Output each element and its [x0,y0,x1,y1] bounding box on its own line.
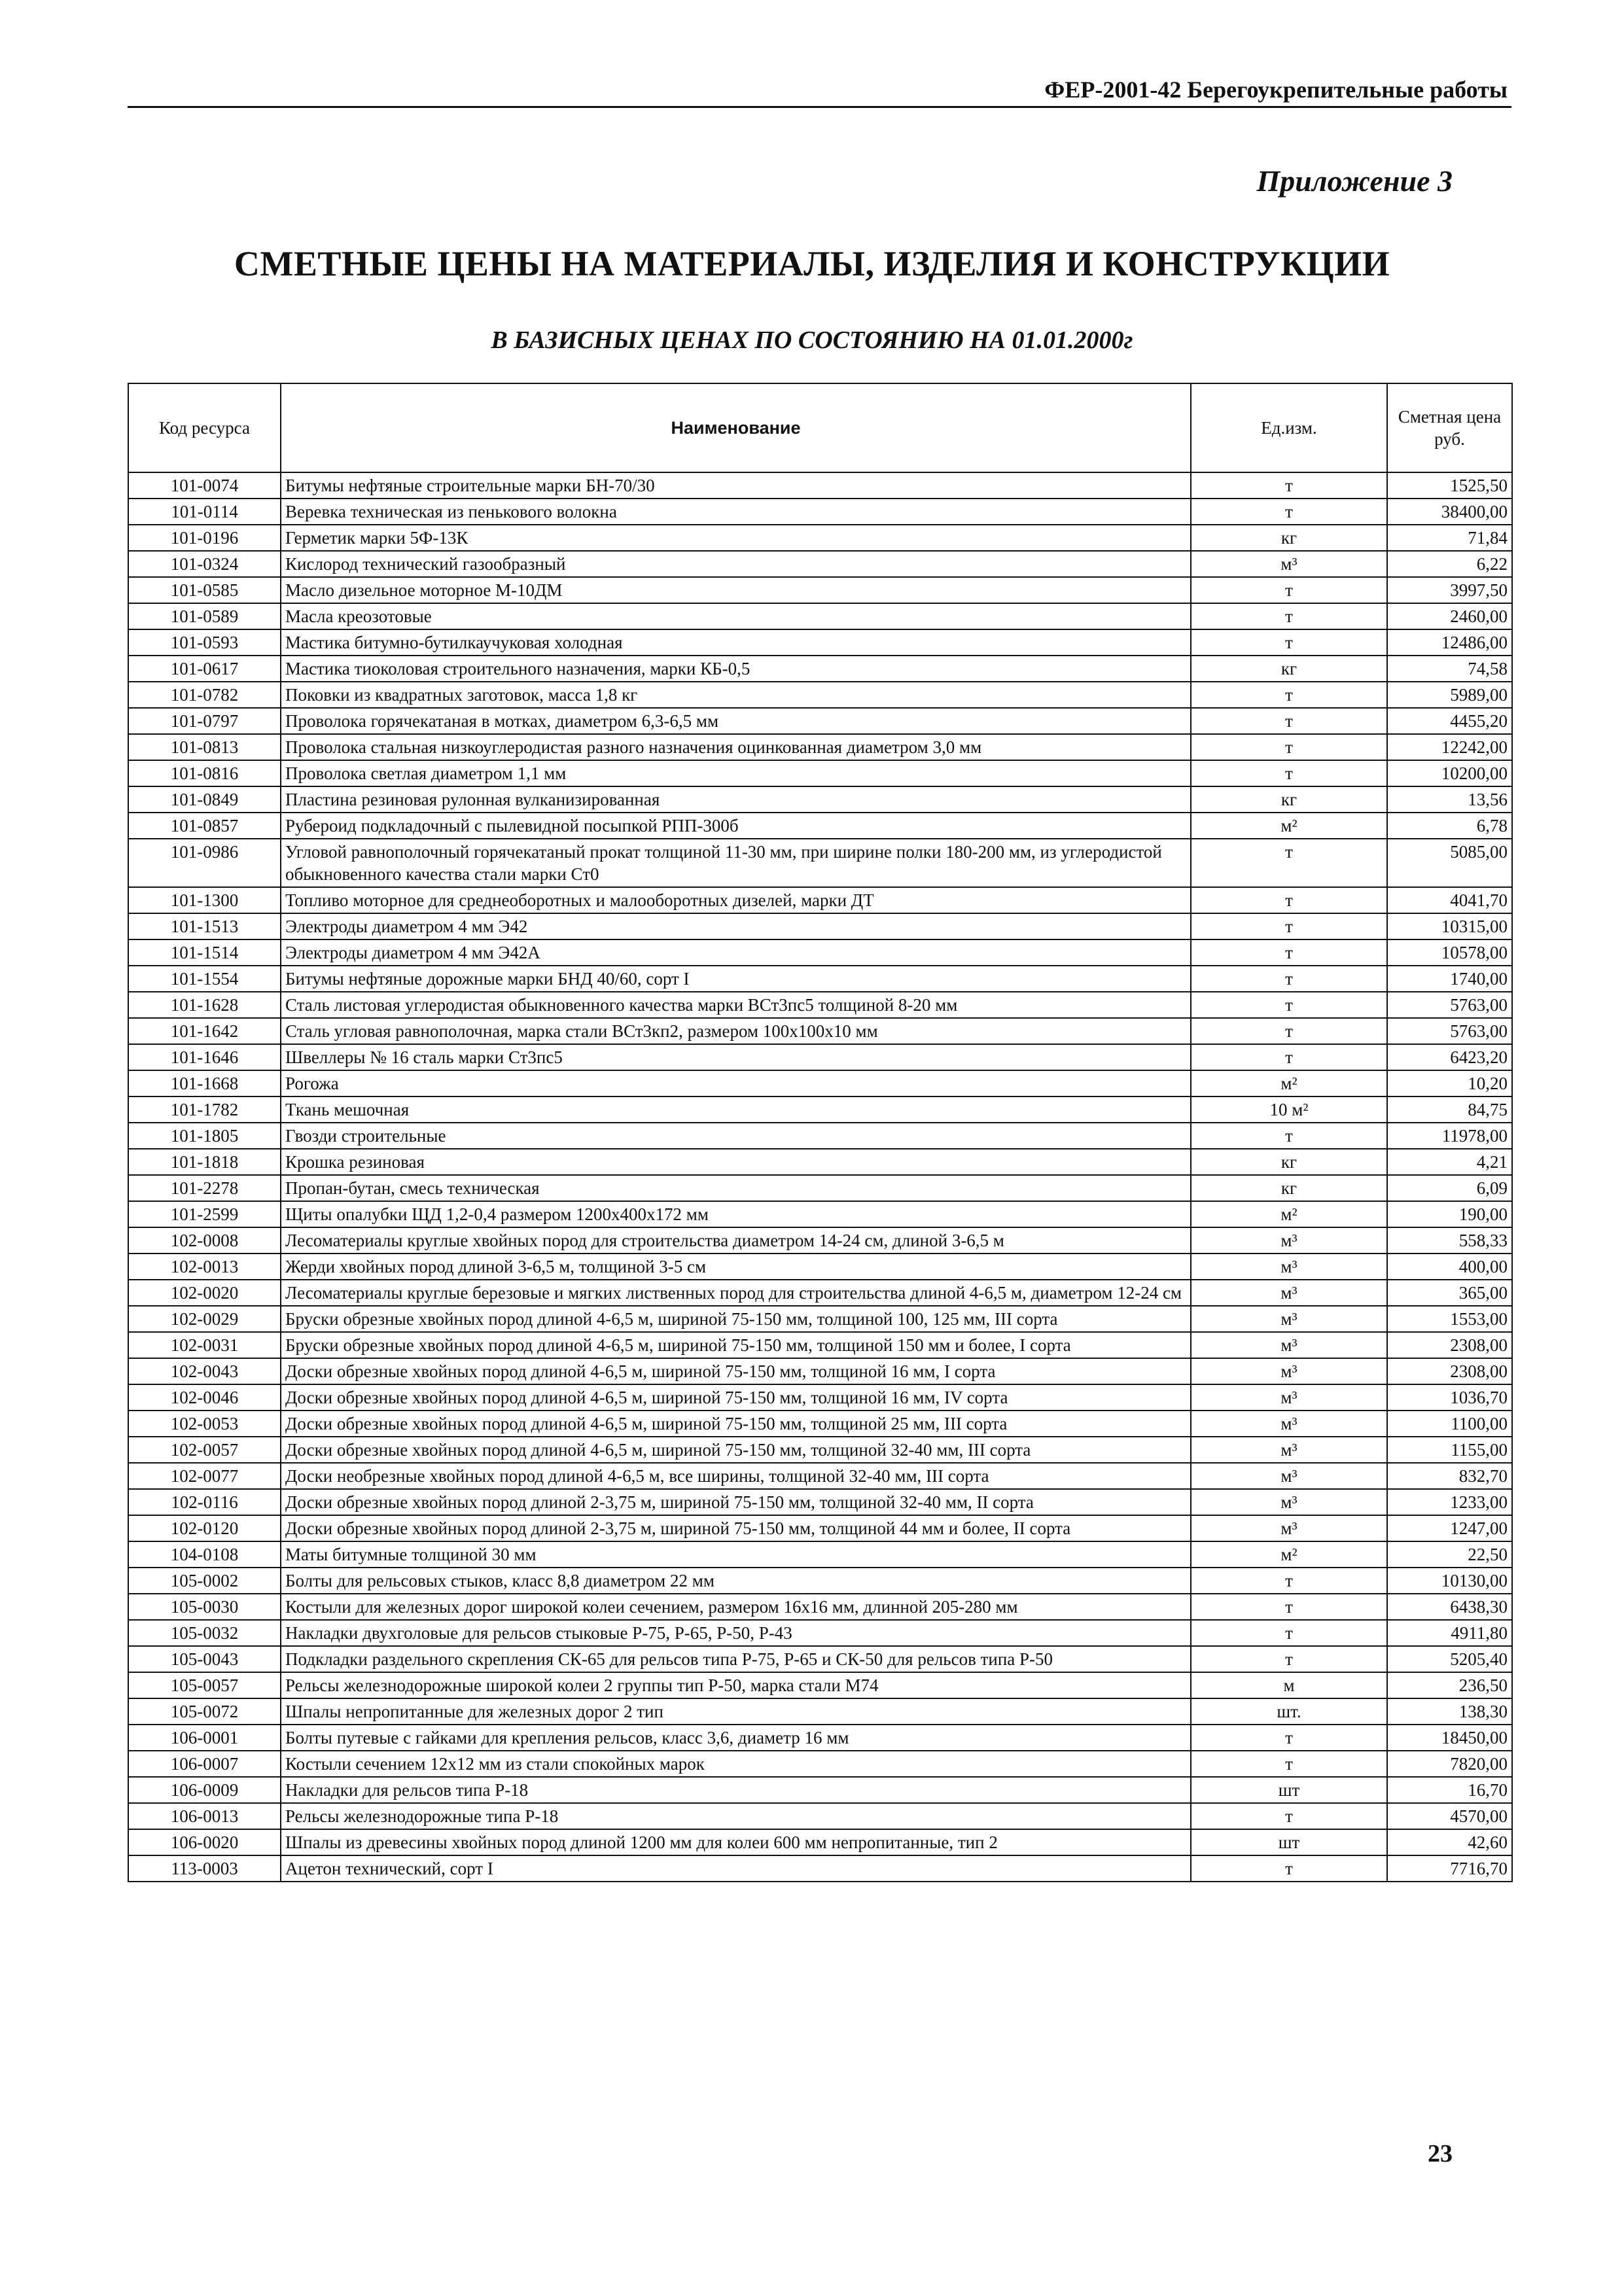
page-subtitle: В БАЗИСНЫХ ЦЕНАХ ПО СОСТОЯНИЮ НА 01.01.2000г [491,326,1133,354]
cell-unit: т [1191,887,1387,913]
cell-price: 4570,00 [1387,1803,1512,1829]
cell-code: 102-0031 [128,1332,281,1358]
cell-name: Пластина резиновая рулонная вулканизированная [281,786,1191,813]
cell-name: Крошка резиновая [281,1149,1191,1175]
cell-price: 190,00 [1387,1201,1512,1227]
cell-unit: м³ [1191,1306,1387,1332]
cell-code: 101-0986 [128,839,281,887]
cell-unit: т [1191,1855,1387,1882]
table-row [128,1175,1512,1201]
table-row [128,1201,1512,1227]
cell-code: 105-0072 [128,1698,281,1725]
header-code: Код ресурса [128,383,281,472]
cell-price: 12242,00 [1387,734,1512,760]
table-row [128,966,1512,992]
cell-code: 101-1782 [128,1096,281,1123]
cell-code: 101-1668 [128,1070,281,1096]
cell-name: Кислород технический газообразный [281,551,1191,577]
cell-price: 5205,40 [1387,1646,1512,1672]
cell-code: 101-1646 [128,1044,281,1070]
cell-price: 6,22 [1387,551,1512,577]
cell-name: Электроды диаметром 4 мм Э42А [281,939,1191,966]
appendix-label: Приложение 3 [1256,164,1453,198]
cell-price: 400,00 [1387,1254,1512,1280]
header-unit: Ед.изм. [1191,383,1387,472]
cell-name: Лесоматериалы круглые хвойных пород для строительства диаметром 14-24 см, длиной 3-6,5 м [281,1227,1191,1254]
cell-price: 10130,00 [1387,1568,1512,1594]
cell-code: 102-0020 [128,1280,281,1306]
cell-code: 101-0857 [128,813,281,839]
cell-unit: м³ [1191,1227,1387,1254]
table-row [128,1384,1512,1411]
cell-price: 7820,00 [1387,1751,1512,1777]
cell-price: 1247,00 [1387,1515,1512,1541]
cell-price: 38400,00 [1387,499,1512,525]
cell-unit: т [1191,992,1387,1018]
cell-unit: т [1191,1018,1387,1044]
cell-price: 1553,00 [1387,1306,1512,1332]
cell-code: 105-0032 [128,1620,281,1646]
cell-price: 1233,00 [1387,1489,1512,1515]
cell-name: Рельсы железнодорожные типа Р-18 [281,1803,1191,1829]
cell-code: 101-1818 [128,1149,281,1175]
cell-name: Герметик марки 5Ф-13К [281,525,1191,551]
table-row [128,1672,1512,1698]
cell-code: 101-0782 [128,682,281,708]
cell-price: 1525,50 [1387,472,1512,499]
running-title: ФЕР-2001-42 Берегоукрепительные работы [1044,77,1508,103]
cell-unit: кг [1191,525,1387,551]
cell-unit: т [1191,472,1387,499]
cell-code: 106-0001 [128,1725,281,1751]
cell-name: Доски обрезные хвойных пород длиной 4-6,5 м, шириной 75-150 мм, толщиной 16 мм, IV сорта [281,1384,1191,1411]
cell-code: 101-0617 [128,656,281,682]
cell-price: 84,75 [1387,1096,1512,1123]
cell-code: 101-0585 [128,577,281,603]
cell-code: 101-0074 [128,472,281,499]
cell-code: 101-1628 [128,992,281,1018]
cell-price: 18450,00 [1387,1725,1512,1751]
cell-name: Битумы нефтяные строительные марки БН-70/30 [281,472,1191,499]
cell-unit: м [1191,1672,1387,1698]
cell-name: Сталь угловая равнополочная, марка стали ВСт3кп2, размером 100х100х10 мм [281,1018,1191,1044]
cell-unit: м² [1191,1070,1387,1096]
cell-code: 101-0797 [128,708,281,734]
table-row [128,839,1512,887]
table-row [128,1777,1512,1803]
table-header-row [128,383,1512,472]
cell-name: Проволока стальная низкоуглеродистая разного назначения оцинкованная диаметром 3,0 мм [281,734,1191,760]
table-row [128,1149,1512,1175]
cell-unit: т [1191,682,1387,708]
cell-unit: м² [1191,1201,1387,1227]
table-row [128,887,1512,913]
table-row [128,1018,1512,1044]
cell-code: 105-0030 [128,1594,281,1620]
cell-code: 102-0116 [128,1489,281,1515]
cell-code: 101-0593 [128,629,281,656]
cell-name: Шпалы из древесины хвойных пород длиной 1200 мм для колеи 600 мм непропитанные, тип 2 [281,1829,1191,1855]
cell-code: 101-0816 [128,760,281,786]
cell-unit: кг [1191,1149,1387,1175]
cell-code: 102-0120 [128,1515,281,1541]
cell-price: 71,84 [1387,525,1512,551]
cell-name: Болты путевые с гайками для крепления рельсов, класс 3,6, диаметр 16 мм [281,1725,1191,1751]
cell-price: 2308,00 [1387,1358,1512,1384]
cell-code: 101-2599 [128,1201,281,1227]
cell-unit: м² [1191,813,1387,839]
cell-name: Подкладки раздельного скрепления СК-65 для рельсов типа Р-75, Р-65 и СК-50 для рельсов типа Р-50 [281,1646,1191,1672]
cell-name: Бруски обрезные хвойных пород длиной 4-6,5 м, шириной 75-150 мм, толщиной 150 мм и более, I сорта [281,1332,1191,1358]
table-row [128,472,1512,499]
cell-name: Топливо моторное для среднеоборотных и малооборотных дизелей, марки ДТ [281,887,1191,913]
cell-code: 101-1513 [128,913,281,939]
cell-name: Ацетон технический, сорт I [281,1855,1191,1882]
cell-code: 101-1300 [128,887,281,913]
cell-code: 102-0043 [128,1358,281,1384]
cell-name: Мастика тиоколовая строительного назначения, марки КБ-0,5 [281,656,1191,682]
table-row [128,1803,1512,1829]
cell-code: 105-0043 [128,1646,281,1672]
cell-price: 6438,30 [1387,1594,1512,1620]
cell-price: 13,56 [1387,786,1512,813]
cell-name: Щиты опалубки ЩД 1,2-0,4 размером 1200х400х172 мм [281,1201,1191,1227]
cell-code: 101-2278 [128,1175,281,1201]
cell-name: Доски обрезные хвойных пород длиной 4-6,5 м, шириной 75-150 мм, толщиной 25 мм, III сорта [281,1411,1191,1437]
cell-code: 105-0057 [128,1672,281,1698]
cell-price: 138,30 [1387,1698,1512,1725]
cell-code: 104-0108 [128,1541,281,1568]
cell-name: Болты для рельсовых стыков, класс 8,8 диаметром 22 мм [281,1568,1191,1594]
cell-name: Поковки из квадратных заготовок, масса 1,8 кг [281,682,1191,708]
cell-unit: м³ [1191,1254,1387,1280]
table-row [128,499,1512,525]
table-row [128,1280,1512,1306]
table-row [128,1096,1512,1123]
cell-price: 10315,00 [1387,913,1512,939]
cell-price: 2308,00 [1387,1332,1512,1358]
cell-code: 101-1642 [128,1018,281,1044]
table-row [128,577,1512,603]
cell-unit: м³ [1191,551,1387,577]
table-row [128,1227,1512,1254]
cell-price: 558,33 [1387,1227,1512,1254]
cell-code: 102-0057 [128,1437,281,1463]
cell-name: Проволока светлая диаметром 1,1 мм [281,760,1191,786]
cell-name: Мастика битумно-бутилкаучуковая холодная [281,629,1191,656]
cell-unit: т [1191,1751,1387,1777]
cell-price: 74,58 [1387,656,1512,682]
table-row [128,1594,1512,1620]
cell-name: Рубероид подкладочный с пылевидной посыпкой РПП-300б [281,813,1191,839]
cell-name: Веревка техническая из пенькового волокна [281,499,1191,525]
cell-price: 16,70 [1387,1777,1512,1803]
table-row [128,1725,1512,1751]
table-row [128,1254,1512,1280]
cell-unit: т [1191,708,1387,734]
table-row [128,1411,1512,1437]
table-row [128,1515,1512,1541]
table-row [128,1855,1512,1882]
cell-price: 236,50 [1387,1672,1512,1698]
cell-code: 102-0077 [128,1463,281,1489]
cell-name: Накладки для рельсов типа Р-18 [281,1777,1191,1803]
cell-unit: шт [1191,1777,1387,1803]
table-row [128,1123,1512,1149]
cell-unit: 10 м² [1191,1096,1387,1123]
page-number: 23 [1428,2140,1453,2167]
cell-name: Доски обрезные хвойных пород длиной 2-3,75 м, шириной 75-150 мм, толщиной 32-40 мм, II сорта [281,1489,1191,1515]
table-row [128,1568,1512,1594]
cell-price: 365,00 [1387,1280,1512,1306]
table-row [128,939,1512,966]
cell-name: Лесоматериалы круглые березовые и мягких лиственных пород для строительства длиной 4-6,5 м, диаметром 12-24 см [281,1280,1191,1306]
cell-code: 102-0008 [128,1227,281,1254]
table-row [128,1489,1512,1515]
cell-code: 102-0053 [128,1411,281,1437]
cell-price: 11978,00 [1387,1123,1512,1149]
cell-name: Проволока горячекатаная в мотках, диаметром 6,3-6,5 мм [281,708,1191,734]
cell-name: Гвозди строительные [281,1123,1191,1149]
table-row [128,708,1512,734]
cell-code: 101-0324 [128,551,281,577]
cell-price: 4911,80 [1387,1620,1512,1646]
cell-name: Жерди хвойных пород длиной 3-6,5 м, толщиной 3-5 см [281,1254,1191,1280]
price-table [128,383,1513,1882]
cell-unit: т [1191,1123,1387,1149]
cell-unit: м³ [1191,1463,1387,1489]
table-row [128,1306,1512,1332]
page-title: СМЕТНЫЕ ЦЕНЫ НА МАТЕРИАЛЫ, ИЗДЕЛИЯ И КОНСТРУКЦИИ [234,244,1390,283]
cell-price: 1155,00 [1387,1437,1512,1463]
cell-unit: т [1191,734,1387,760]
cell-price: 10578,00 [1387,939,1512,966]
cell-name: Угловой равнополочный горячекатаный прокат толщиной 11-30 мм, при ширине полки 180-200 мм, из углеродистой обыкновенного качества стали марки Ст0 [281,839,1191,887]
cell-unit: т [1191,839,1387,887]
cell-code: 102-0046 [128,1384,281,1411]
cell-price: 3997,50 [1387,577,1512,603]
cell-name: Доски обрезные хвойных пород длиной 2-3,75 м, шириной 75-150 мм, толщиной 44 мм и более, II сорта [281,1515,1191,1541]
table-body [128,472,1512,1882]
table-row [128,813,1512,839]
table-row [128,1541,1512,1568]
cell-unit: м³ [1191,1280,1387,1306]
cell-price: 5763,00 [1387,992,1512,1018]
cell-unit: т [1191,1646,1387,1672]
cell-price: 10,20 [1387,1070,1512,1096]
cell-unit: т [1191,577,1387,603]
cell-unit: т [1191,1568,1387,1594]
cell-name: Костыли для железных дорог широкой колеи сечением, размером 16х16 мм, длинной 205-280 мм [281,1594,1191,1620]
cell-unit: т [1191,1725,1387,1751]
cell-unit: т [1191,913,1387,939]
cell-name: Рельсы железнодорожные широкой колеи 2 группы тип Р-50, марка стали М74 [281,1672,1191,1698]
cell-name: Маты битумные толщиной 30 мм [281,1541,1191,1568]
table-row [128,760,1512,786]
table-row [128,1751,1512,1777]
cell-code: 105-0002 [128,1568,281,1594]
cell-price: 2460,00 [1387,603,1512,629]
cell-code: 113-0003 [128,1855,281,1882]
cell-price: 10200,00 [1387,760,1512,786]
cell-name: Масло дизельное моторное М-10ДМ [281,577,1191,603]
table-row [128,656,1512,682]
cell-unit: т [1191,1803,1387,1829]
cell-price: 5989,00 [1387,682,1512,708]
cell-price: 5085,00 [1387,839,1512,887]
cell-name: Доски необрезные хвойных пород длиной 4-6,5 м, все ширины, толщиной 32-40 мм, III сорта [281,1463,1191,1489]
table-row [128,682,1512,708]
cell-name: Доски обрезные хвойных пород длиной 4-6,5 м, шириной 75-150 мм, толщиной 16 мм, I сорта [281,1358,1191,1384]
table-row [128,992,1512,1018]
cell-unit: т [1191,1044,1387,1070]
cell-unit: м³ [1191,1332,1387,1358]
cell-unit: т [1191,603,1387,629]
table-row [128,1437,1512,1463]
cell-name: Масла креозотовые [281,603,1191,629]
cell-price: 1100,00 [1387,1411,1512,1437]
cell-unit: т [1191,760,1387,786]
cell-unit: м² [1191,1541,1387,1568]
cell-code: 101-0196 [128,525,281,551]
cell-unit: м³ [1191,1515,1387,1541]
table-row [128,1829,1512,1855]
table-row [128,1646,1512,1672]
cell-code: 101-1514 [128,939,281,966]
table-row [128,525,1512,551]
cell-price: 6423,20 [1387,1044,1512,1070]
running-header [128,71,1511,108]
table-row [128,551,1512,577]
cell-code: 106-0020 [128,1829,281,1855]
cell-code: 101-0849 [128,786,281,813]
cell-name: Электроды диаметром 4 мм Э42 [281,913,1191,939]
cell-code: 101-0589 [128,603,281,629]
table-row [128,913,1512,939]
cell-unit: кг [1191,1175,1387,1201]
cell-price: 1740,00 [1387,966,1512,992]
cell-price: 42,60 [1387,1829,1512,1855]
cell-price: 5763,00 [1387,1018,1512,1044]
cell-name: Битумы нефтяные дорожные марки БНД 40/60, сорт I [281,966,1191,992]
cell-unit: м³ [1191,1437,1387,1463]
cell-unit: кг [1191,786,1387,813]
cell-unit: т [1191,499,1387,525]
cell-price: 6,78 [1387,813,1512,839]
cell-price: 12486,00 [1387,629,1512,656]
cell-name: Швеллеры № 16 сталь марки Ст3пс5 [281,1044,1191,1070]
cell-name: Доски обрезные хвойных пород длиной 4-6,5 м, шириной 75-150 мм, толщиной 32-40 мм, III сорта [281,1437,1191,1463]
cell-price: 1036,70 [1387,1384,1512,1411]
cell-code: 101-0114 [128,499,281,525]
table-row [128,1463,1512,1489]
table-row [128,629,1512,656]
cell-code: 106-0013 [128,1803,281,1829]
cell-price: 4,21 [1387,1149,1512,1175]
table-row [128,1620,1512,1646]
cell-unit: м³ [1191,1384,1387,1411]
table-row [128,1358,1512,1384]
cell-code: 102-0029 [128,1306,281,1332]
cell-name: Накладки двухголовые для рельсов стыковые Р-75, Р-65, Р-50, Р-43 [281,1620,1191,1646]
table-row [128,1070,1512,1096]
cell-price: 22,50 [1387,1541,1512,1568]
cell-price: 4041,70 [1387,887,1512,913]
cell-price: 7716,70 [1387,1855,1512,1882]
cell-unit: шт. [1191,1698,1387,1725]
cell-name: Сталь листовая углеродистая обыкновенного качества марки ВСт3пс5 толщиной 8-20 мм [281,992,1191,1018]
cell-name: Костыли сечением 12х12 мм из стали спокойных марок [281,1751,1191,1777]
cell-name: Шпалы непропитанные для железных дорог 2 тип [281,1698,1191,1725]
cell-unit: м³ [1191,1358,1387,1384]
cell-code: 101-1805 [128,1123,281,1149]
header-price: Сметная цена руб. [1387,383,1512,472]
table-row [128,734,1512,760]
cell-code: 106-0009 [128,1777,281,1803]
table-row [128,1698,1512,1725]
cell-name: Пропан-бутан, смесь техническая [281,1175,1191,1201]
cell-code: 101-0813 [128,734,281,760]
cell-unit: т [1191,629,1387,656]
cell-code: 106-0007 [128,1751,281,1777]
table-row [128,1044,1512,1070]
table-row [128,603,1512,629]
cell-unit: кг [1191,656,1387,682]
cell-name: Ткань мешочная [281,1096,1191,1123]
cell-price: 6,09 [1387,1175,1512,1201]
table-row [128,786,1512,813]
header-name: Наименование [281,383,1191,472]
cell-unit: шт [1191,1829,1387,1855]
cell-unit: т [1191,966,1387,992]
cell-price: 832,70 [1387,1463,1512,1489]
cell-price: 4455,20 [1387,708,1512,734]
cell-code: 102-0013 [128,1254,281,1280]
cell-unit: т [1191,1594,1387,1620]
cell-unit: т [1191,1620,1387,1646]
cell-name: Бруски обрезные хвойных пород длиной 4-6,5 м, шириной 75-150 мм, толщиной 100, 125 мм, III сорта [281,1306,1191,1332]
cell-unit: м³ [1191,1411,1387,1437]
cell-unit: м³ [1191,1489,1387,1515]
table-row [128,1332,1512,1358]
cell-code: 101-1554 [128,966,281,992]
cell-name: Рогожа [281,1070,1191,1096]
cell-unit: т [1191,939,1387,966]
